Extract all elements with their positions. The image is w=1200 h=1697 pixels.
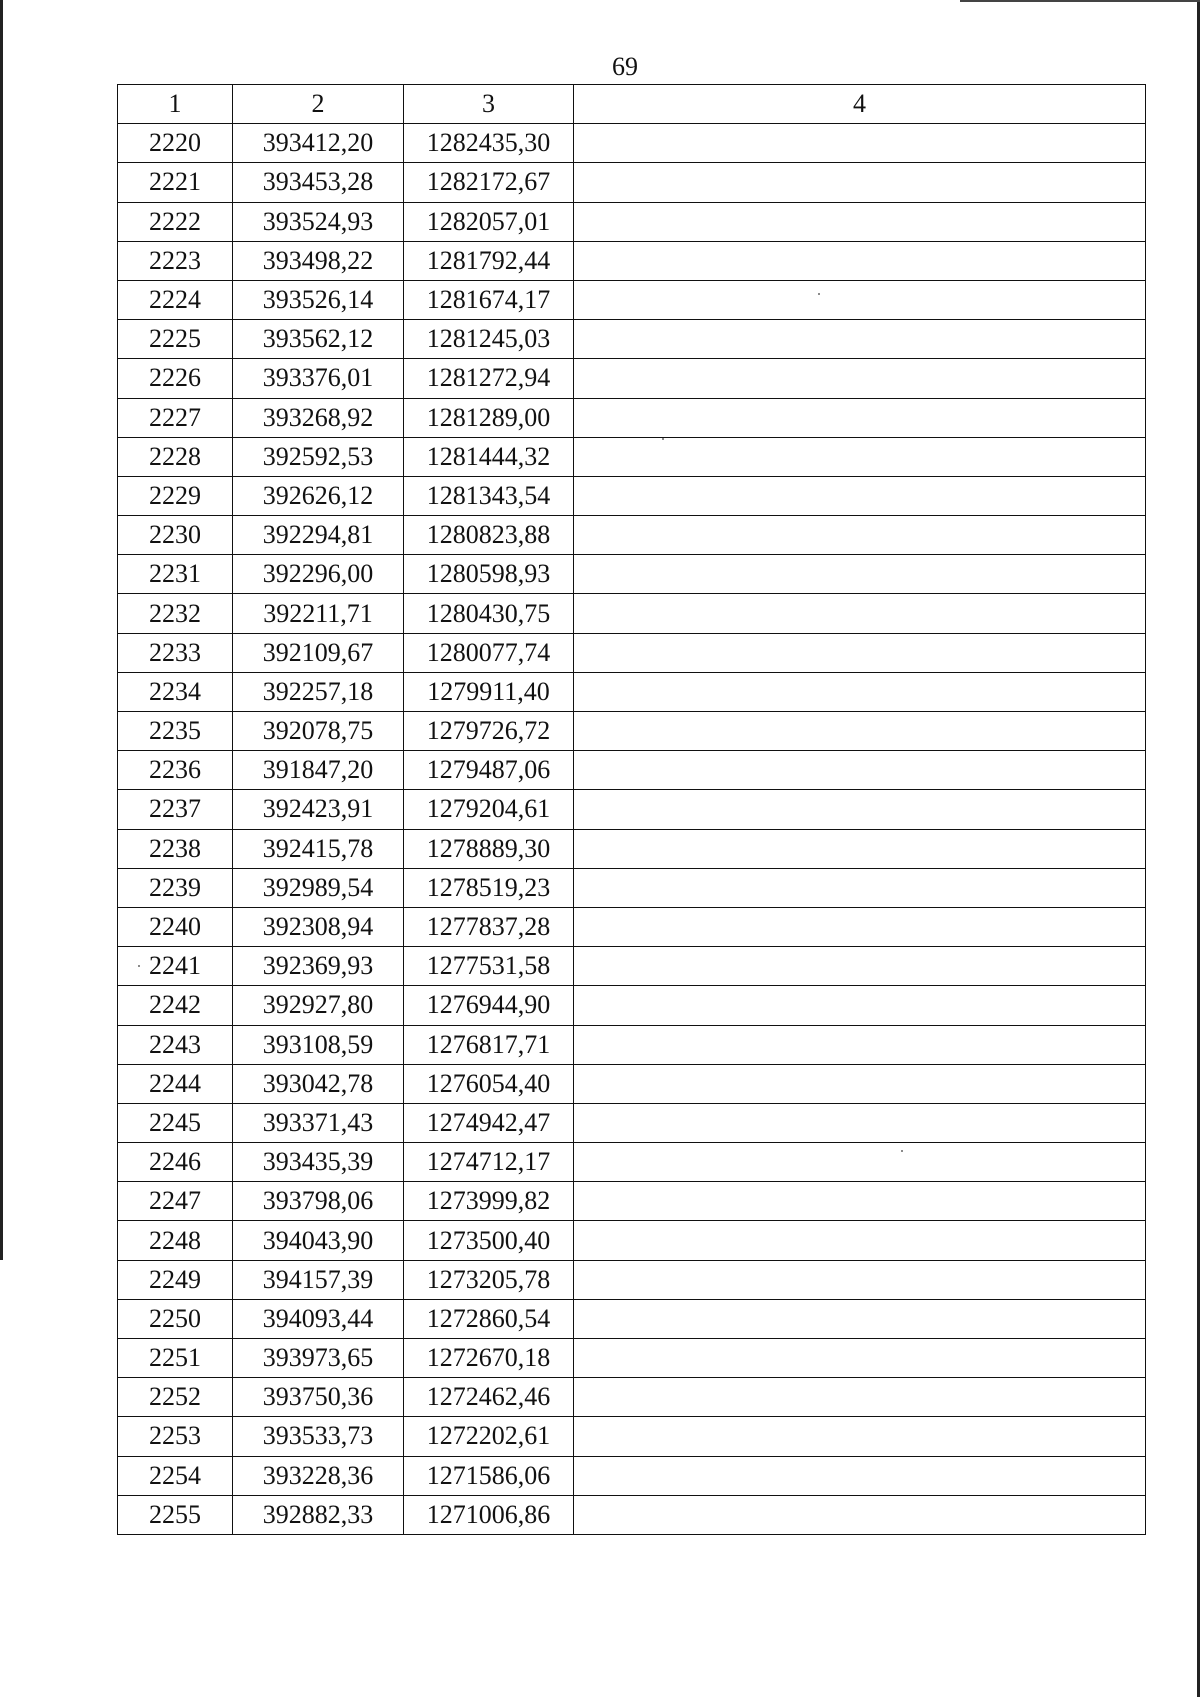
table-row xyxy=(118,516,1146,555)
note-cell xyxy=(574,1025,1146,1064)
table-row xyxy=(118,672,1146,711)
y-coordinate-cell: 1281245,03 xyxy=(404,320,574,359)
y-coordinate-cell: 1282435,30 xyxy=(404,124,574,163)
note-cell xyxy=(574,280,1146,319)
note-cell xyxy=(574,868,1146,907)
column-header-4: 4 xyxy=(574,85,1146,124)
note-cell xyxy=(574,907,1146,946)
point-number-cell: 2230 xyxy=(118,516,233,555)
column-header-1: 1 xyxy=(118,85,233,124)
table-row xyxy=(118,751,1146,790)
y-coordinate-cell: 1281444,32 xyxy=(404,437,574,476)
table-row xyxy=(118,1064,1146,1103)
coordinates-table xyxy=(117,84,1146,1535)
point-number-cell: 2247 xyxy=(118,1182,233,1221)
x-coordinate-cell: 394043,90 xyxy=(233,1221,404,1260)
table-row xyxy=(118,202,1146,241)
y-coordinate-cell: 1272202,61 xyxy=(404,1417,574,1456)
note-cell xyxy=(574,320,1146,359)
y-coordinate-cell: 1272670,18 xyxy=(404,1339,574,1378)
y-coordinate-cell: 1280077,74 xyxy=(404,633,574,672)
x-coordinate-cell: 392989,54 xyxy=(233,868,404,907)
point-number-cell: 2249 xyxy=(118,1260,233,1299)
x-coordinate-cell: 393376,01 xyxy=(233,359,404,398)
y-coordinate-cell: 1281674,17 xyxy=(404,280,574,319)
scan-border-left xyxy=(0,0,3,1260)
y-coordinate-cell: 1277837,28 xyxy=(404,907,574,946)
y-coordinate-cell: 1279204,61 xyxy=(404,790,574,829)
table-row xyxy=(118,1221,1146,1260)
table-row xyxy=(118,947,1146,986)
point-number-cell: 2220 xyxy=(118,124,233,163)
note-cell xyxy=(574,633,1146,672)
note-cell xyxy=(574,1417,1146,1456)
x-coordinate-cell: 392109,67 xyxy=(233,633,404,672)
note-cell xyxy=(574,476,1146,515)
point-number-cell: 2232 xyxy=(118,594,233,633)
note-cell xyxy=(574,1299,1146,1338)
note-cell xyxy=(574,359,1146,398)
point-number-cell: 2228 xyxy=(118,437,233,476)
table-row xyxy=(118,1339,1146,1378)
page-number: 69 xyxy=(612,52,638,81)
x-coordinate-cell: 392927,80 xyxy=(233,986,404,1025)
note-cell xyxy=(574,1064,1146,1103)
table-row xyxy=(118,829,1146,868)
table-row xyxy=(118,1182,1146,1221)
table-row xyxy=(118,320,1146,359)
x-coordinate-cell: 393108,59 xyxy=(233,1025,404,1064)
note-cell xyxy=(574,751,1146,790)
point-number-cell: 2242 xyxy=(118,986,233,1025)
table-row xyxy=(118,1103,1146,1142)
note-cell xyxy=(574,1339,1146,1378)
y-coordinate-cell: 1281289,00 xyxy=(404,398,574,437)
x-coordinate-cell: 393498,22 xyxy=(233,241,404,280)
x-coordinate-cell: 392626,12 xyxy=(233,476,404,515)
point-number-cell: 2250 xyxy=(118,1299,233,1338)
point-number-cell: 2240 xyxy=(118,907,233,946)
y-coordinate-cell: 1274712,17 xyxy=(404,1143,574,1182)
y-coordinate-cell: 1282172,67 xyxy=(404,163,574,202)
x-coordinate-cell: 391847,20 xyxy=(233,751,404,790)
point-number-cell: 2253 xyxy=(118,1417,233,1456)
table-row xyxy=(118,163,1146,202)
x-coordinate-cell: 392211,71 xyxy=(233,594,404,633)
point-number-cell: 2226 xyxy=(118,359,233,398)
point-number-cell: 2241 xyxy=(118,947,233,986)
y-coordinate-cell: 1280430,75 xyxy=(404,594,574,633)
table-row xyxy=(118,1495,1146,1534)
note-cell xyxy=(574,437,1146,476)
x-coordinate-cell: 392369,93 xyxy=(233,947,404,986)
point-number-cell: 2221 xyxy=(118,163,233,202)
x-coordinate-cell: 394157,39 xyxy=(233,1260,404,1299)
point-number-cell: 2225 xyxy=(118,320,233,359)
note-cell xyxy=(574,1221,1146,1260)
note-cell xyxy=(574,516,1146,555)
x-coordinate-cell: 393798,06 xyxy=(233,1182,404,1221)
x-coordinate-cell: 393750,36 xyxy=(233,1378,404,1417)
note-cell xyxy=(574,202,1146,241)
x-coordinate-cell: 392078,75 xyxy=(233,712,404,751)
point-number-cell: 2244 xyxy=(118,1064,233,1103)
table-header-row xyxy=(118,85,1146,124)
y-coordinate-cell: 1273500,40 xyxy=(404,1221,574,1260)
table-row xyxy=(118,1299,1146,1338)
y-coordinate-cell: 1281792,44 xyxy=(404,241,574,280)
note-cell xyxy=(574,241,1146,280)
table-row xyxy=(118,712,1146,751)
y-coordinate-cell: 1271586,06 xyxy=(404,1456,574,1495)
x-coordinate-cell: 392257,18 xyxy=(233,672,404,711)
table-row xyxy=(118,476,1146,515)
table-row xyxy=(118,398,1146,437)
x-coordinate-cell: 393371,43 xyxy=(233,1103,404,1142)
table-row xyxy=(118,555,1146,594)
point-number-cell: 2237 xyxy=(118,790,233,829)
note-cell xyxy=(574,986,1146,1025)
note-cell xyxy=(574,1182,1146,1221)
note-cell xyxy=(574,829,1146,868)
note-cell xyxy=(574,790,1146,829)
note-cell xyxy=(574,124,1146,163)
note-cell xyxy=(574,1495,1146,1534)
note-cell xyxy=(574,555,1146,594)
note-cell xyxy=(574,594,1146,633)
table-row xyxy=(118,1456,1146,1495)
note-cell xyxy=(574,672,1146,711)
note-cell xyxy=(574,1456,1146,1495)
x-coordinate-cell: 393533,73 xyxy=(233,1417,404,1456)
x-coordinate-cell: 393268,92 xyxy=(233,398,404,437)
point-number-cell: 2251 xyxy=(118,1339,233,1378)
point-number-cell: 2231 xyxy=(118,555,233,594)
x-coordinate-cell: 393453,28 xyxy=(233,163,404,202)
note-cell xyxy=(574,1103,1146,1142)
y-coordinate-cell: 1272860,54 xyxy=(404,1299,574,1338)
x-coordinate-cell: 392882,33 xyxy=(233,1495,404,1534)
point-number-cell: 2254 xyxy=(118,1456,233,1495)
point-number-cell: 2236 xyxy=(118,751,233,790)
point-number-cell: 2239 xyxy=(118,868,233,907)
table-row xyxy=(118,907,1146,946)
table-row xyxy=(118,1378,1146,1417)
note-cell xyxy=(574,712,1146,751)
point-number-cell: 2238 xyxy=(118,829,233,868)
x-coordinate-cell: 393526,14 xyxy=(233,280,404,319)
y-coordinate-cell: 1272462,46 xyxy=(404,1378,574,1417)
scan-border-top xyxy=(960,0,1200,2)
column-header-3: 3 xyxy=(404,85,574,124)
point-number-cell: 2246 xyxy=(118,1143,233,1182)
y-coordinate-cell: 1278519,23 xyxy=(404,868,574,907)
point-number-cell: 2255 xyxy=(118,1495,233,1534)
y-coordinate-cell: 1279487,06 xyxy=(404,751,574,790)
point-number-cell: 2233 xyxy=(118,633,233,672)
y-coordinate-cell: 1274942,47 xyxy=(404,1103,574,1142)
x-coordinate-cell: 392592,53 xyxy=(233,437,404,476)
x-coordinate-cell: 392296,00 xyxy=(233,555,404,594)
point-number-cell: 2223 xyxy=(118,241,233,280)
point-number-cell: 2229 xyxy=(118,476,233,515)
table-body xyxy=(118,124,1146,1535)
note-cell xyxy=(574,163,1146,202)
y-coordinate-cell: 1282057,01 xyxy=(404,202,574,241)
table-row xyxy=(118,1025,1146,1064)
x-coordinate-cell: 393435,39 xyxy=(233,1143,404,1182)
table-row xyxy=(118,124,1146,163)
y-coordinate-cell: 1273205,78 xyxy=(404,1260,574,1299)
x-coordinate-cell: 393524,93 xyxy=(233,202,404,241)
point-number-cell: 2224 xyxy=(118,280,233,319)
point-number-cell: 2235 xyxy=(118,712,233,751)
y-coordinate-cell: 1273999,82 xyxy=(404,1182,574,1221)
table-row xyxy=(118,437,1146,476)
x-coordinate-cell: 392294,81 xyxy=(233,516,404,555)
x-coordinate-cell: 394093,44 xyxy=(233,1299,404,1338)
note-cell xyxy=(574,947,1146,986)
table-row xyxy=(118,594,1146,633)
table-row xyxy=(118,1260,1146,1299)
y-coordinate-cell: 1279911,40 xyxy=(404,672,574,711)
note-cell xyxy=(574,1260,1146,1299)
column-header-2: 2 xyxy=(233,85,404,124)
x-coordinate-cell: 393973,65 xyxy=(233,1339,404,1378)
table-row xyxy=(118,1143,1146,1182)
y-coordinate-cell: 1281272,94 xyxy=(404,359,574,398)
x-coordinate-cell: 392423,91 xyxy=(233,790,404,829)
y-coordinate-cell: 1276054,40 xyxy=(404,1064,574,1103)
x-coordinate-cell: 393042,78 xyxy=(233,1064,404,1103)
table-row xyxy=(118,986,1146,1025)
note-cell xyxy=(574,1143,1146,1182)
y-coordinate-cell: 1276944,90 xyxy=(404,986,574,1025)
point-number-cell: 2222 xyxy=(118,202,233,241)
point-number-cell: 2245 xyxy=(118,1103,233,1142)
table-row xyxy=(118,241,1146,280)
x-coordinate-cell: 392415,78 xyxy=(233,829,404,868)
point-number-cell: 2227 xyxy=(118,398,233,437)
x-coordinate-cell: 393228,36 xyxy=(233,1456,404,1495)
point-number-cell: 2234 xyxy=(118,672,233,711)
y-coordinate-cell: 1281343,54 xyxy=(404,476,574,515)
y-coordinate-cell: 1280598,93 xyxy=(404,555,574,594)
y-coordinate-cell: 1276817,71 xyxy=(404,1025,574,1064)
table-row xyxy=(118,868,1146,907)
table-row xyxy=(118,359,1146,398)
y-coordinate-cell: 1278889,30 xyxy=(404,829,574,868)
point-number-cell: 2243 xyxy=(118,1025,233,1064)
point-number-cell: 2248 xyxy=(118,1221,233,1260)
note-cell xyxy=(574,1378,1146,1417)
y-coordinate-cell: 1279726,72 xyxy=(404,712,574,751)
y-coordinate-cell: 1277531,58 xyxy=(404,947,574,986)
table-row xyxy=(118,1417,1146,1456)
y-coordinate-cell: 1280823,88 xyxy=(404,516,574,555)
table-row xyxy=(118,790,1146,829)
table-row xyxy=(118,633,1146,672)
x-coordinate-cell: 393562,12 xyxy=(233,320,404,359)
note-cell xyxy=(574,398,1146,437)
x-coordinate-cell: 393412,20 xyxy=(233,124,404,163)
y-coordinate-cell: 1271006,86 xyxy=(404,1495,574,1534)
table-row xyxy=(118,280,1146,319)
x-coordinate-cell: 392308,94 xyxy=(233,907,404,946)
point-number-cell: 2252 xyxy=(118,1378,233,1417)
